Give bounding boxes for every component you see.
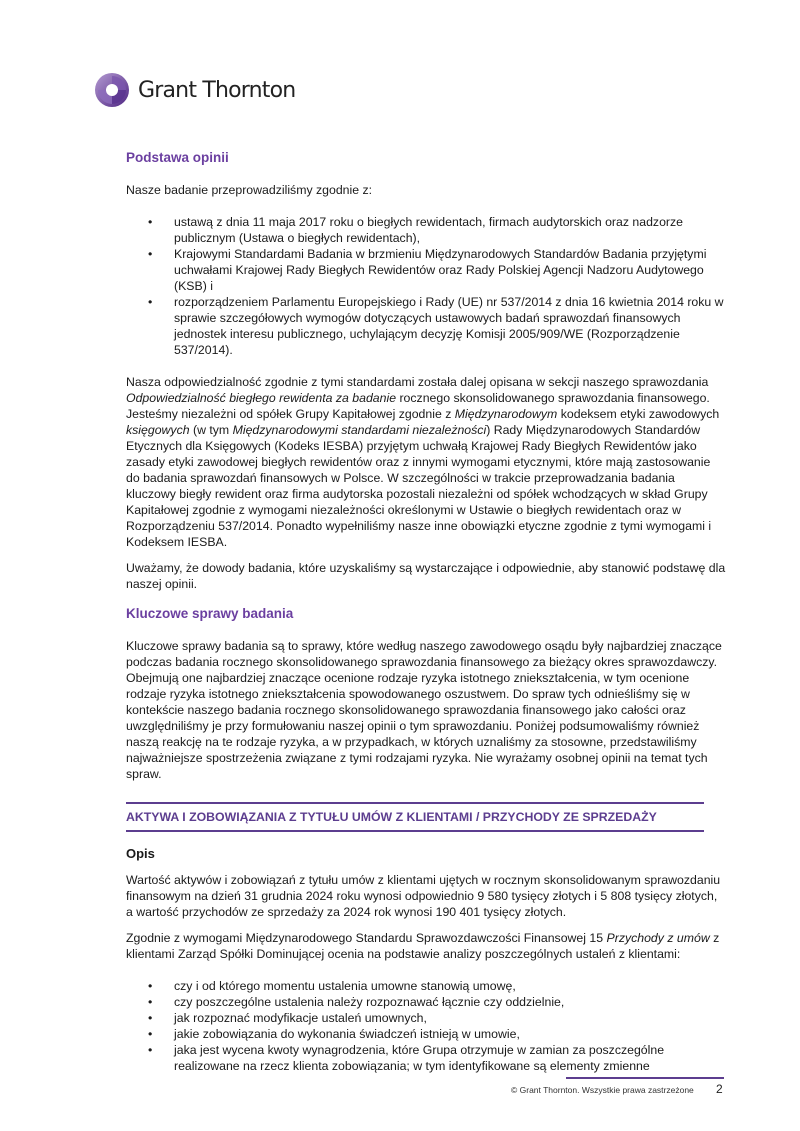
list-item: • jakie zobowiązania do wykonania świadczeń istnieją w umowie, [126,1026,726,1042]
podstawa-intro: Nasze badanie przeprowadziliśmy zgodnie z: [126,183,373,197]
list-item: • czy poszczególne ustalenia należy rozpoznawać łącznie czy oddzielnie, [126,994,726,1010]
italic-text: Międzynarodowym [454,407,558,421]
matter-list [126,978,726,1074]
matter-paragraph-1: Wartość aktywów i zobowiązań z tytułu umów z klientami ujętych w rocznym skonsolidowanym sprawozdaniu finansowym na dzień 31 grudnia 2024 roku wynosi odpowiednio 9 580 tysięcy złotych i 5 808 tysięcy złotych, a wartość przychodów ze sprzedaży za 2024 rok wynosi 190 401 tysięcy złotych. [126,873,721,919]
footer-divider [566,1077,724,1079]
text: kodeksem etyki zawodowych [557,407,720,421]
page-number: 2 [716,1082,723,1096]
heading-podstawa-opinii: Podstawa opinii [126,150,229,165]
logo-text: Grant Thornton [138,77,296,103]
list-item: • ustawą z dnia 11 maja 2017 roku o biegłych rewidentach, firmach audytorskich oraz nadzorze publicznym (Ustawa o biegłych rewidentach), [126,214,726,246]
kluczowe-paragraph: Kluczowe sprawy badania są to sprawy, które według naszego zawodowego osądu były najbardziej znaczące podczas badania rocznego skonsolidowanego sprawozdania finansowego za bieżący okres sprawozdawczy. Obejmują one najbardziej znaczące ocenione rodzaje ryzyka istotnego zniekształcenia, w tym ocenione rodzaje ryzyka istotnego zniekształcenia spowodowanego oszustwem. Do spraw tych odnieśliśmy się w kontekście naszego badania rocznego skonsolidowanego sprawozdania finansowego jako całości oraz uwzględniliśmy je przy formułowaniu naszej opinii o tym sprawozdaniu. Poniżej podsumowaliśmy również naszą reakcję na te rodzaje ryzyka, a w przypadkach, w których uznaliśmy za stosowne, przedstawiliśmy najważniejsze spostrzeżenia związane z tymi rodzajami ryzyka. Nie wyrażamy osobnej opinii na temat tych spraw. [126,639,722,781]
grant-thornton-swirl-icon [94,72,130,108]
podstawa-list [126,214,726,358]
footer-copyright: © Grant Thornton. Wszystkie prawa zastrzeżone [511,1085,694,1095]
opis-label: Opis [126,846,155,861]
list-item: • jak rozpoznać modyfikacje ustaleń umownych, [126,1010,726,1026]
text: (w tym [189,423,233,437]
italic-text: Odpowiedzialność biegłego rewidenta za badanie [126,391,397,405]
grant-thornton-logo [94,72,295,108]
document-body [126,150,726,1074]
list-item: • jaka jest wycena kwoty wynagrodzenia, które Grupa otrzymuje w zamian za poszczególne realizowane na rzecz klienta zobowiązania; w tym identyfikowane są elementy zmienne [126,1042,726,1074]
list-item: • rozporządzeniem Parlamentu Europejskiego i Rady (UE) nr 537/2014 z dnia 16 kwietnia 2014 roku w sprawie szczegółowych wymogów dotyczących ustawowych badań sprawozdań finansowych jednostek interesu publicznego, uchylającym decyzję Komisji 2005/909/WE (Rozporządzenie 537/2014). [126,294,726,358]
podstawa-paragraph-1 [126,374,726,550]
list-item: • Krajowymi Standardami Badania w brzmieniu Międzynarodowych Standardów Badania przyjętymi uchwałami Krajowej Rady Biegłych Rewidentów oraz Rady Polskiej Agencji Nadzoru Audytowego (KSB) i [126,246,726,294]
italic-text: Przychody z umów [606,931,710,945]
italic-text: Międzynarodowymi standardami niezależności [232,423,487,437]
text: ) Rady Międzynarodowych Standardów Etycznych dla Księgowych (Kodeks IESBA) przyjętym uchwałą Krajowej Rady Biegłych Rewidentów jako zasady etyki zawodowej biegłych rewidentów oraz z innymi wymogami etycznymi, które mają zastosowanie do badania sprawozdań finansowych w Polsce. W szczególności w trakcie przeprowadzania badania kluczowy biegły rewident oraz firma audytorska pozostali niezależni od spółek wchodzących w skład Grupy Kapitałowej zgodnie z wymogami niezależności określonymi w Ustawie o biegłych rewidentach oraz w Rozporządzeniu 537/2014. Ponadto wypełniliśmy nasze inne obowiązki etyczne zgodnie z tymi wymogami i Kodeksem IESBA. [126,423,712,549]
text: rocznego skonsolidowanego sprawozdania finansowego. Jesteśmy niezależni od spółek Grupy Kapitałowej zgodnie z [126,391,710,421]
italic-text: księgowych [126,423,190,437]
text: z klientami Zarząd Spółki Dominującej ocenia na podstawie analizy poszczególnych ustaleń z klientami: [126,931,720,961]
text: Zgodnie z wymogami Międzynarodowego Standardu Sprawozdawczości Finansowej 15 [126,931,607,945]
list-item: • czy i od którego momentu ustalenia umowne stanowią umowę, [126,978,726,994]
heading-kluczowe-sprawy: Kluczowe sprawy badania [126,606,294,621]
podstawa-paragraph-2: Uważamy, że dowody badania, które uzyskaliśmy są wystarczające i odpowiednie, aby stanowić podstawę dla naszej opinii. [126,561,726,591]
matter-paragraph-2 [126,930,726,962]
text: Nasza odpowiedzialność zgodnie z tymi standardami została dalej opisana w sekcji naszego sprawozdania [126,375,709,389]
key-matter-title: AKTYWA I ZOBOWIĄZANIA Z TYTUŁU UMÓW Z KLIENTAMI / PRZYCHODY ZE SPRZEDAŻY [126,802,704,832]
